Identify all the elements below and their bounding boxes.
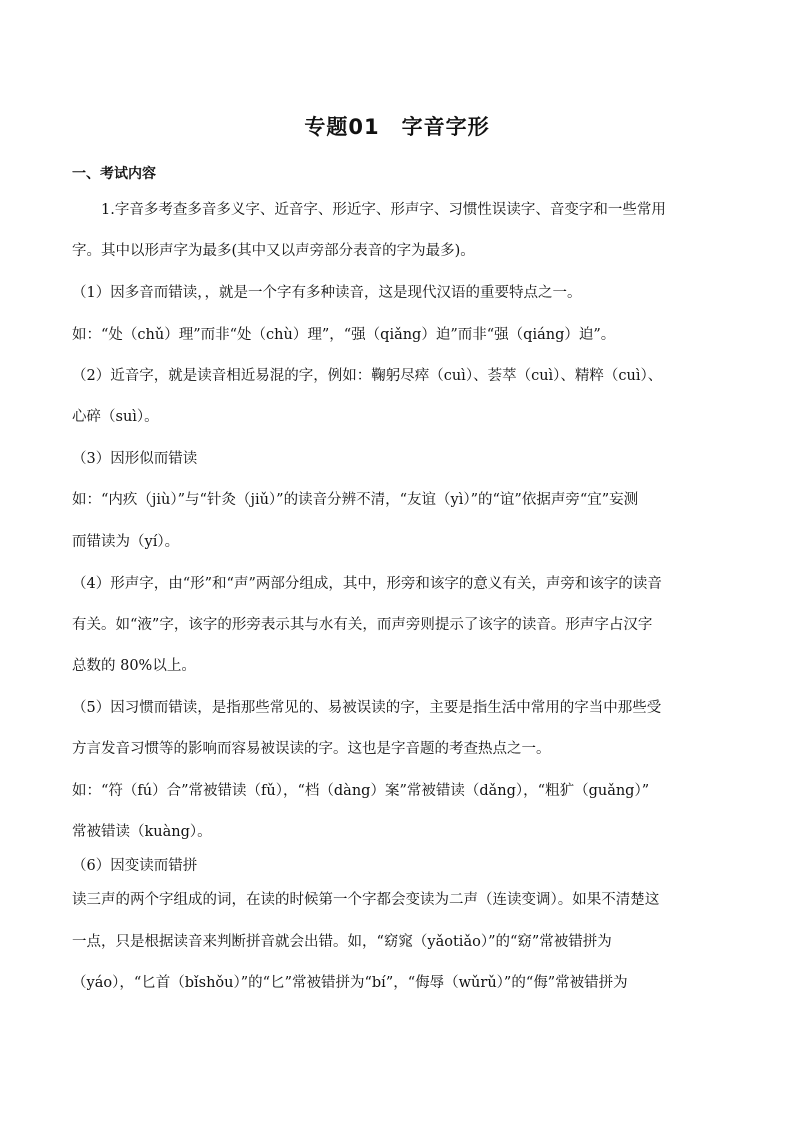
- paragraph-line: 如：“处（chǔ）理”而非“处（chù）理”，“强（qiǎng）迫”而非“强（qiáng）迫”。: [72, 327, 616, 343]
- paragraph-line: 而错读为（yí）。: [72, 534, 180, 550]
- paragraph-line: 心碎（suì）。: [72, 409, 159, 425]
- paragraph-line: （2）近音字，就是读音相近易混的字，例如：鞠躬尽瘁（cuì）、荟萃（cuì）、精粹（cuì）、: [72, 368, 663, 384]
- paragraph-line: 一点，只是根据读音来判断拼音就会出错。如，“窈窕（yǎotiǎo）”的“窈”常被错拼为: [72, 934, 612, 950]
- paragraph-line: 有关。如“液”字，该字的形旁表示其与水有关，而声旁则提示了该字的读音。形声字占汉字: [72, 617, 653, 633]
- paragraph-line: 总数的 80%以上。: [72, 658, 196, 674]
- paragraph-line: （1）因多音而错读，，就是一个字有多种读音，这是现代汉语的重要特点之一。: [72, 285, 582, 301]
- paragraph-line: （3）因形似而错读: [72, 451, 198, 467]
- paragraph-line: 读三声的两个字组成的词，在读的时候第一个字都会变读为二声（连读变调）。如果不清楚这: [72, 892, 660, 908]
- paragraph-line: （6）因变读而错拼: [72, 858, 198, 874]
- paragraph-line: 如：“符（fú）合”常被错读（fǔ），“档（dàng）案”常被错读（dǎng），“粗犷（guǎng）”: [72, 783, 650, 799]
- paragraph-line: 字。其中以形声字为最多(其中又以声旁部分表音的字为最多)。: [72, 243, 475, 259]
- page-title: 专题01 字音字形: [304, 115, 490, 139]
- paragraph-line: 常被错读（kuàng）。: [72, 824, 212, 840]
- paragraph-line: 1.字音多考查多音多义字、近音字、形近字、形声字、习惯性误读字、音变字和一些常用: [72, 202, 666, 218]
- paragraph-line: （4）形声字，由“形”和“声”两部分组成，其中，形旁和该字的意义有关，声旁和该字的读音: [72, 576, 662, 592]
- paragraph-line: 方言发音习惯等的影响而容易被误读的字。这也是字音题的考查热点之一。: [72, 741, 551, 757]
- paragraph-line: 如：“内疚（jiù）”与“针灸（jiǔ）”的读音分辨不清，“友谊（yì）”的“谊”依据声旁“宜”妄测: [72, 492, 639, 508]
- paragraph-line: （5）因习惯而错读，是指那些常见的、易被误读的字，主要是指生活中常用的字当中那些受: [72, 700, 662, 716]
- section-heading: 一、考试内容: [72, 166, 156, 182]
- paragraph-line: （yáo），“匕首（bǐshǒu）”的“匕”常被错拼为“bí”，“侮辱（wǔrǔ）”的“侮”常被错拼为: [72, 975, 628, 991]
